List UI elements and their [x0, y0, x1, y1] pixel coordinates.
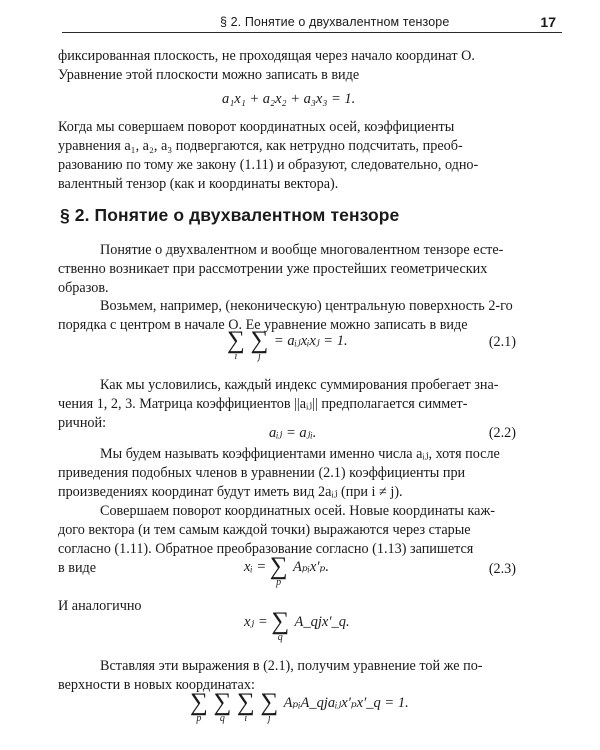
equation-transformed	[190, 689, 409, 726]
sum-symbol: ∑ q	[213, 689, 232, 724]
equation-number: (2.1)	[488, 334, 516, 350]
equation-rhs: AₚᵢA_qjaᵢⱼx′ₚx′_q = 1.	[283, 695, 409, 711]
section-heading: § 2. Понятие о двухвалентном тензоре	[60, 205, 400, 225]
equation-2-1	[227, 327, 348, 364]
sum-symbol: ∑ p	[190, 689, 208, 724]
equation-number: (2.3)	[488, 561, 516, 577]
paragraph-3	[58, 241, 515, 298]
equation-rhs: Aₚᵢx′ₚ.	[292, 559, 329, 575]
text-line: Уравнение этой плоскости можно записать в виде	[58, 67, 360, 83]
equation-lhs: xⱼ =	[244, 614, 268, 630]
paragraph-1	[58, 47, 515, 85]
paragraph-6	[58, 445, 515, 502]
sum-symbol: ∑ i	[227, 327, 245, 362]
equation-lhs: xᵢ =	[244, 559, 267, 575]
page-number: 17	[540, 14, 556, 30]
equation-number: (2.2)	[488, 425, 516, 441]
text-line: уравнения a₁, a₂, a₃ подвергаются, как нетрудно подсчитать, преоб-	[58, 138, 463, 154]
header-title: § 2. Понятие о двухвалентном тензоре	[220, 15, 450, 29]
text-line: чения 1, 2, 3. Матрица коэффициентов ||aᵢⱼ|| предполагается симмет-	[58, 396, 468, 412]
sum-symbol: ∑ p	[269, 553, 288, 588]
text-line: образов.	[58, 280, 109, 296]
text-line: разованию по тому же закону (1.11) и образуют, следовательно, одно-	[58, 157, 479, 173]
text-line: согласно (1.11). Обратное преобразование согласно (1.13) запишется	[58, 541, 474, 557]
text-line: приведения подобных членов в уравнении (2.1) коэффициенты при	[58, 465, 466, 481]
sum-symbol: ∑ q	[271, 608, 290, 643]
paragraph-2	[58, 118, 515, 194]
text-line: И аналогично	[58, 598, 142, 614]
running-header	[62, 6, 562, 33]
sum-symbol: ∑ i	[236, 689, 255, 724]
text-line: фиксированная плоскость, не проходящая через начало координат O.	[58, 48, 475, 64]
text-line: порядка с центром в начале O. Ее уравнение можно записать в виде	[58, 317, 468, 333]
text-line: Вставляя эти выражения в (2.1), получим уравнение той же по-	[100, 658, 483, 674]
text-line: в виде	[58, 560, 97, 576]
text-line: валентный тензор (как и координаты вектора).	[58, 176, 339, 192]
text-line: ственно возникает при рассмотрении уже простейших геометрических	[58, 261, 488, 277]
equation-2-2: aᵢⱼ = aⱼᵢ.	[269, 425, 317, 441]
text-line: ричной:	[58, 415, 107, 431]
equation-rhs: A_qjx′_q.	[294, 614, 350, 630]
text-line: произведениях координат будут иметь вид 2aᵢⱼ (при i ≠ j).	[58, 484, 403, 500]
text-line: Когда мы совершаем поворот координатных осей, коэффициенты	[58, 119, 455, 135]
equation-body: = aᵢⱼxᵢxⱼ = 1.	[273, 333, 348, 349]
text-line: Как мы условились, каждый индекс суммирования пробегает зна-	[100, 377, 499, 393]
text-line: Возьмем, например, (неконическую) центральную поверхность 2-го	[100, 298, 513, 314]
equation-2-3	[244, 553, 329, 590]
text-line: Мы будем называть коэффициентами именно числа aᵢⱼ, хотя после	[100, 446, 500, 462]
sum-symbol: ∑ j	[250, 327, 269, 362]
paragraph-9	[58, 657, 515, 695]
text-line: Совершаем поворот координатных осей. Новые координаты каж-	[100, 503, 495, 519]
equation-plane: a₁x₁ + a₂x₂ + a₃x₃ = 1.	[222, 91, 356, 107]
equation-xj	[244, 608, 350, 645]
text-line: Понятие о двухвалентном и вообще многовалентном тензоре есте-	[100, 242, 504, 258]
sum-symbol: ∑ j	[260, 689, 279, 724]
text-line: дого вектора (и тем самым каждой точки) выражаются через старые	[58, 522, 471, 538]
text-line: верхности в новых координатах:	[58, 677, 255, 693]
